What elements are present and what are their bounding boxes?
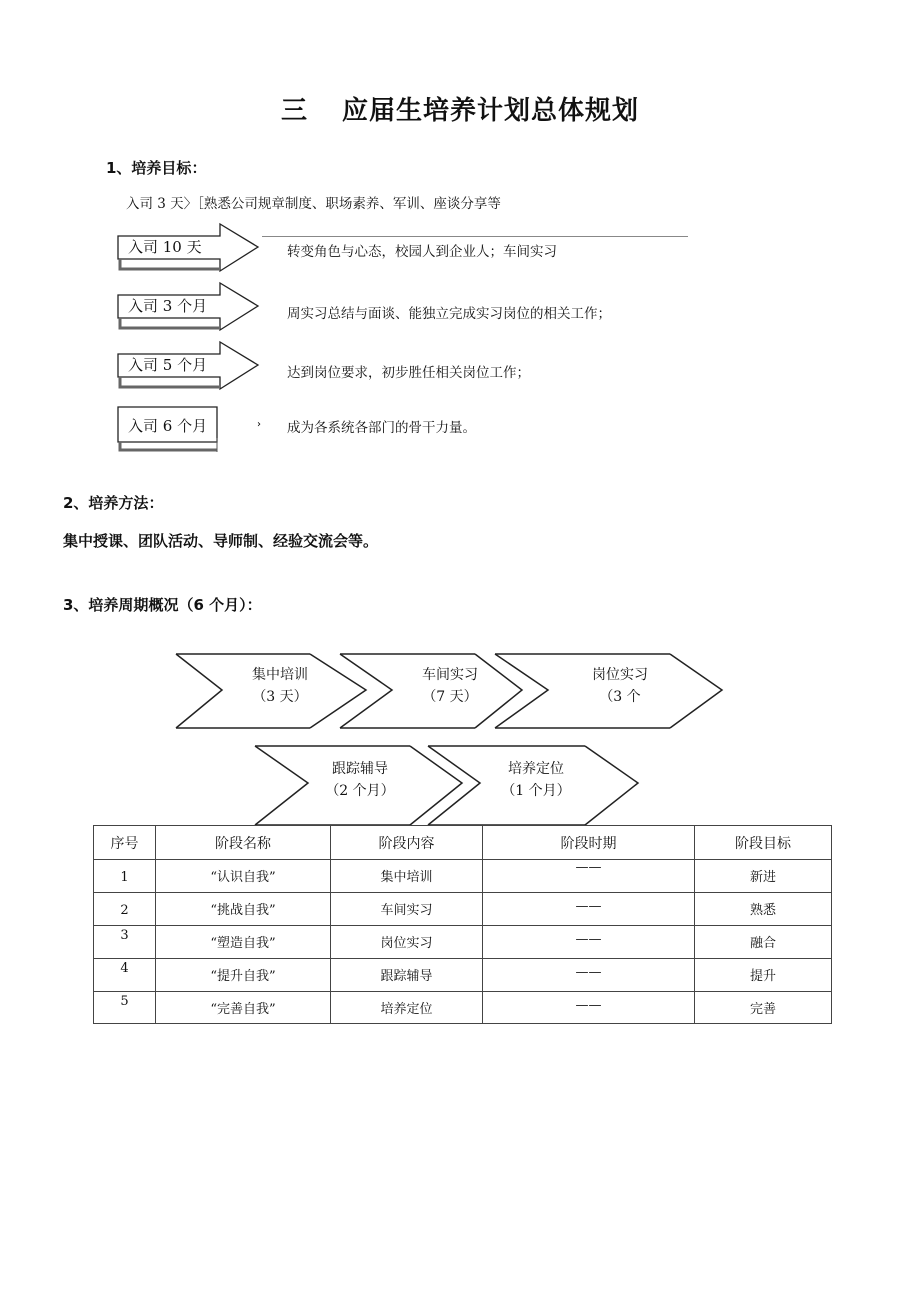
table-cell: “完善自我” bbox=[156, 992, 331, 1024]
step-arrow-3 bbox=[117, 341, 260, 389]
step-goal: 转变角色与心态，校园人到企业人；车间实习 bbox=[287, 244, 557, 260]
table-cell: —— bbox=[483, 860, 695, 893]
table-cell: 3 bbox=[94, 926, 156, 959]
stage-duration: （3 个 bbox=[599, 689, 641, 705]
table-row bbox=[94, 860, 832, 893]
table-cell: 5 bbox=[94, 992, 156, 1024]
chevron-icon bbox=[585, 746, 638, 825]
table-cell: “认识自我” bbox=[156, 860, 331, 893]
stage-duration: （1 个月） bbox=[501, 783, 571, 799]
table-cell: —— bbox=[483, 893, 695, 926]
section2-heading: 2、培养方法： bbox=[63, 494, 164, 512]
table-cell: 2 bbox=[94, 893, 156, 926]
col-header: 阶段内容 bbox=[331, 826, 483, 860]
table-cell: 提升 bbox=[695, 959, 832, 992]
step-arrow-1 bbox=[117, 223, 260, 271]
chevron-icon bbox=[670, 654, 722, 728]
step-label: 入司 5 个月 bbox=[128, 356, 208, 374]
section1-heading: 1、培养目标： bbox=[106, 159, 207, 177]
section2-methods: 集中授课、团队活动、导师制、经验交流会等。 bbox=[63, 532, 379, 550]
step-goal: 成为各系统各部门的骨干力量。 bbox=[287, 420, 476, 436]
stage-name: 集中培训 bbox=[252, 667, 308, 683]
step-label: 入司 3 个月 bbox=[128, 297, 208, 315]
title-text: 应届生培养计划总体规划 bbox=[342, 96, 640, 126]
step-goal-clip bbox=[287, 416, 476, 436]
step-arrow-2 bbox=[117, 282, 260, 330]
step-arrow-4 bbox=[117, 402, 260, 450]
chevron-icon bbox=[410, 746, 462, 825]
table-cell: 熟悉 bbox=[695, 893, 832, 926]
chevron-icon bbox=[255, 746, 308, 825]
table-cell: 集中培训 bbox=[331, 860, 483, 893]
svg-text:›: › bbox=[257, 419, 261, 430]
stage-2 bbox=[410, 664, 490, 708]
table-cell: 新进 bbox=[695, 860, 832, 893]
stage-name: 培养定位 bbox=[508, 761, 564, 777]
col-header: 序号 bbox=[94, 826, 156, 860]
chevron-icon bbox=[428, 746, 480, 825]
table-cell: —— bbox=[483, 926, 695, 959]
stage-5 bbox=[494, 758, 578, 802]
stage-name: 跟踪辅导 bbox=[332, 761, 388, 777]
table-cell: —— bbox=[483, 959, 695, 992]
col-header: 阶段名称 bbox=[156, 826, 331, 860]
stage-duration: （3 天） bbox=[252, 689, 308, 705]
table-cell: 融合 bbox=[695, 926, 832, 959]
table-cell: —— bbox=[483, 992, 695, 1024]
table-cell: 完善 bbox=[695, 992, 832, 1024]
step-label: 入司 10 天 bbox=[128, 238, 202, 256]
title-number: 三 bbox=[280, 96, 308, 126]
page-title bbox=[0, 90, 920, 127]
stage-duration: （2 个月） bbox=[325, 783, 395, 799]
section3-heading: 3、培养周期概况（6 个月）： bbox=[63, 596, 262, 614]
stage-duration: （7 天） bbox=[422, 689, 478, 705]
table-cell: 培养定位 bbox=[331, 992, 483, 1024]
chevron-icon bbox=[176, 654, 222, 728]
step-goal: 达到岗位要求，初步胜任相关岗位工作； bbox=[287, 365, 530, 381]
table-cell: 跟踪辅导 bbox=[331, 959, 483, 992]
col-header: 阶段时期 bbox=[483, 826, 695, 860]
table-cell: 车间实习 bbox=[331, 893, 483, 926]
section1-intro: 入司 3 天〉［熟悉公司规章制度、职场素养、军训、座谈分享等 bbox=[126, 196, 501, 212]
chevron-icon bbox=[340, 654, 392, 728]
table-row bbox=[94, 926, 832, 959]
stage-4 bbox=[318, 758, 402, 802]
table-cell: “挑战自我” bbox=[156, 893, 331, 926]
table-cell: 岗位实习 bbox=[331, 926, 483, 959]
step-goal: 周实习总结与面谈、能独立完成实习岗位的相关工作； bbox=[287, 306, 611, 322]
stage-name: 车间实习 bbox=[422, 667, 478, 683]
table-cell: “提升自我” bbox=[156, 959, 331, 992]
table-header-row bbox=[94, 826, 832, 860]
divider-line bbox=[262, 236, 688, 237]
table-row bbox=[94, 959, 832, 992]
table-row bbox=[94, 992, 832, 1024]
table-cell: 1 bbox=[94, 860, 156, 893]
col-header: 阶段目标 bbox=[695, 826, 832, 860]
table-cell: “塑造自我” bbox=[156, 926, 331, 959]
stage-table bbox=[93, 825, 832, 1024]
stage-1 bbox=[240, 664, 320, 708]
stage-3 bbox=[580, 664, 660, 708]
table-row bbox=[94, 893, 832, 926]
table-cell: 4 bbox=[94, 959, 156, 992]
step-label: 入司 6 个月 bbox=[128, 417, 208, 435]
stage-name: 岗位实习 bbox=[592, 667, 648, 683]
